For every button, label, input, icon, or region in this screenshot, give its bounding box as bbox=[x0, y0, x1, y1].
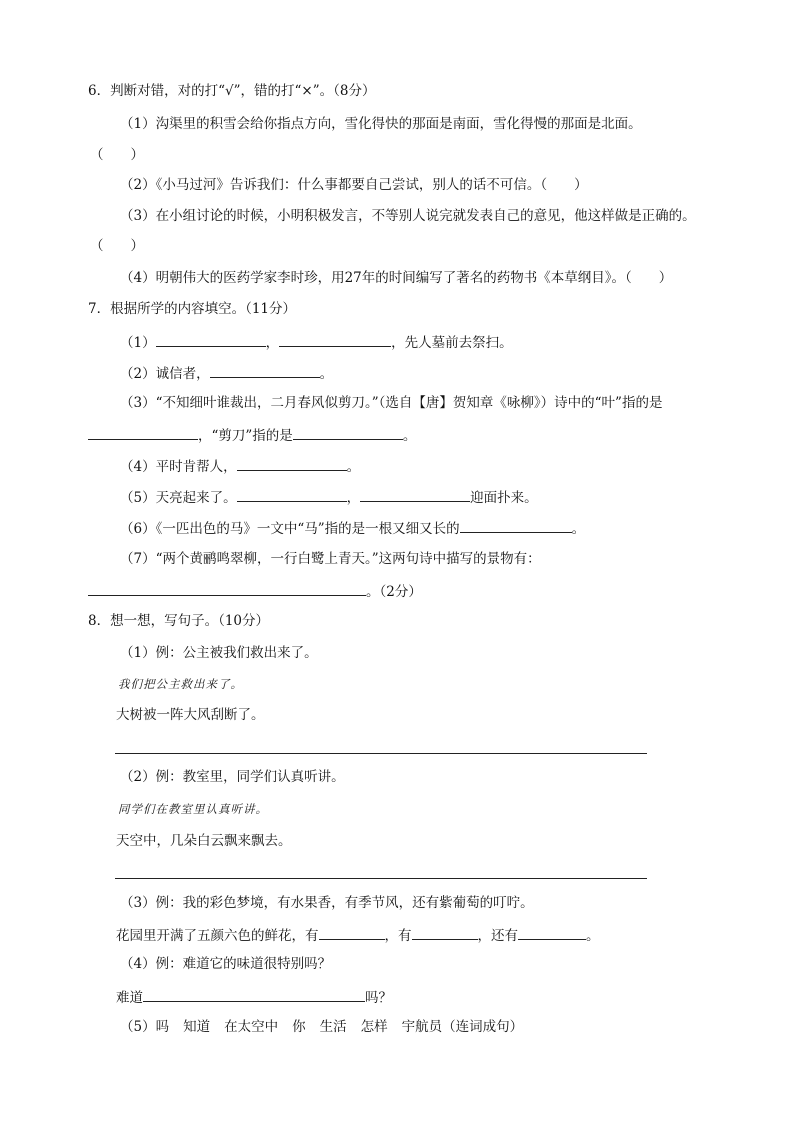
answer-blank[interactable] bbox=[88, 425, 198, 440]
q7-item-2-label: （2）诚信者， bbox=[120, 366, 210, 382]
word-tile: 知道 bbox=[183, 1019, 211, 1035]
q7-item-3-mid: ，“剪刀”指的是 bbox=[198, 428, 293, 444]
q6-item-3: （3）在小组讨论的时候，小明积极发言，不等别人说完就发表自己的意见，他这样做是正确的。 bbox=[120, 208, 696, 224]
word-tile: 在太空中 bbox=[224, 1019, 279, 1035]
q7-item-5-label: （5）天亮起来了。 bbox=[120, 490, 237, 506]
q8-task-3-sep1: ，有 bbox=[384, 928, 412, 944]
q6-title: 6．判断对错，对的打“√”，错的打“×”。（8分） bbox=[88, 83, 376, 99]
q8-task-2: 天空中，几朵白云飘来飘去。 bbox=[116, 833, 292, 849]
q8-task-3-pre: 花园里开满了五颜六色的鲜花，有 bbox=[116, 928, 319, 944]
q8-example-3: （3）例：我的彩色梦境，有水果香，有季节风，还有紫葡萄的叮咛。 bbox=[120, 895, 534, 911]
q6-item-3-paren[interactable]: （ ） bbox=[90, 238, 144, 254]
answer-blank[interactable] bbox=[360, 487, 470, 502]
answer-line-2[interactable] bbox=[115, 878, 647, 879]
q8-task-3-end: 。 bbox=[586, 928, 600, 944]
q7-title: 7．根据所学的内容填空。（11分） bbox=[88, 301, 297, 317]
q8-example-4: （4）例：难道它的味道很特别吗？ bbox=[120, 956, 332, 972]
q7-item-3: （3）“不知细叶谁裁出，二月春风似剪刀。”（选自【唐】贺知章《咏柳》）诗中的“叶”指的是 bbox=[120, 395, 663, 411]
q7-item-6 bbox=[120, 518, 585, 538]
answer-blank[interactable] bbox=[460, 518, 572, 533]
q8-example-2-answer: 同学们在教室里认真听讲。 bbox=[118, 802, 268, 816]
q8-task-1: 大树被一阵大风刮断了。 bbox=[116, 707, 265, 723]
q7-item-1 bbox=[120, 332, 513, 352]
word-tile: 吗 bbox=[155, 1019, 170, 1035]
word-tile: 宇航员 bbox=[401, 1019, 443, 1035]
q7-item-4-label: （4）平时肯帮人， bbox=[120, 459, 237, 475]
q8-task-3 bbox=[116, 925, 600, 945]
q6-item-1: （1）沟渠里的积雪会给你指点方向，雪化得快的那面是南面，雪化得慢的那面是北面。 bbox=[120, 116, 642, 132]
word-tile: 生活 bbox=[319, 1019, 347, 1035]
word-tile: 你 bbox=[292, 1019, 306, 1035]
q7-item-4-post: 。 bbox=[346, 459, 361, 475]
q8-example-2: （2）例：教室里，同学们认真听讲。 bbox=[120, 769, 345, 785]
q8-example-1: （1）例：公主被我们救出来了。 bbox=[120, 645, 318, 661]
q7-item-7-cont bbox=[88, 581, 422, 601]
answer-blank[interactable] bbox=[88, 581, 366, 596]
answer-blank[interactable] bbox=[156, 332, 266, 347]
q7-item-5-sep: ， bbox=[346, 490, 361, 506]
q7-item-7: （7）“两个黄鹂鸣翠柳，一行白鹭上青天。”这两句诗中描写的景物有： bbox=[120, 551, 541, 567]
q7-item-6-label: （6）《一匹出色的马》一文中“马”指的是一根又细又长的 bbox=[120, 521, 460, 537]
q6-item-4: （4）明朝伟大的医药学家李时珍，用27年的时间编写了著名的药物书《本草纲目》。（ ） bbox=[120, 270, 673, 286]
q8-task-5-note: （连词成句） bbox=[442, 1019, 524, 1035]
q8-task-4-post: 吗？ bbox=[365, 990, 392, 1006]
q8-title: 8．想一想，写句子。（10分） bbox=[88, 613, 270, 629]
q7-item-6-post: 。 bbox=[571, 521, 586, 537]
q8-task-5 bbox=[120, 1018, 537, 1036]
q7-item-5-post: 迎面扑来。 bbox=[470, 490, 538, 506]
answer-blank[interactable] bbox=[293, 425, 403, 440]
q7-item-1-label: （1） bbox=[120, 335, 156, 351]
q7-item-2-post: 。 bbox=[319, 366, 334, 382]
q7-item-3-end: 。 bbox=[402, 428, 417, 444]
q6-item-2: （2）《小马过河》告诉我们：什么事都要自己尝试，别人的话不可信。（ ） bbox=[120, 177, 588, 193]
q7-item-4 bbox=[120, 456, 360, 476]
answer-blank[interactable] bbox=[237, 487, 347, 502]
q7-item-5 bbox=[120, 487, 538, 507]
answer-blank[interactable] bbox=[319, 925, 385, 940]
q7-item-3-cont bbox=[88, 425, 416, 445]
answer-blank[interactable] bbox=[143, 987, 365, 1002]
q8-task-3-sep2: ，还有 bbox=[477, 928, 518, 944]
answer-blank[interactable] bbox=[210, 363, 320, 378]
q7-item-1-sep: ， bbox=[265, 335, 280, 351]
q7-item-2 bbox=[120, 363, 333, 383]
answer-blank[interactable] bbox=[279, 332, 391, 347]
q6-item-1-paren[interactable]: （ ） bbox=[90, 147, 144, 163]
answer-blank[interactable] bbox=[518, 925, 586, 940]
q8-example-1-answer: 我们把公主救出来了。 bbox=[118, 677, 243, 691]
answer-line-1[interactable] bbox=[115, 753, 647, 754]
q7-item-1-post: ，先人墓前去祭扫。 bbox=[391, 335, 513, 351]
q8-task-4-pre: 难道 bbox=[116, 990, 143, 1006]
answer-blank[interactable] bbox=[412, 925, 478, 940]
word-tile: 怎样 bbox=[360, 1019, 388, 1035]
answer-blank[interactable] bbox=[237, 456, 347, 471]
q7-item-7-post: 。（2分） bbox=[366, 584, 422, 600]
q8-task-4 bbox=[116, 987, 392, 1007]
q8-task-5-label: （5） bbox=[120, 1019, 156, 1035]
